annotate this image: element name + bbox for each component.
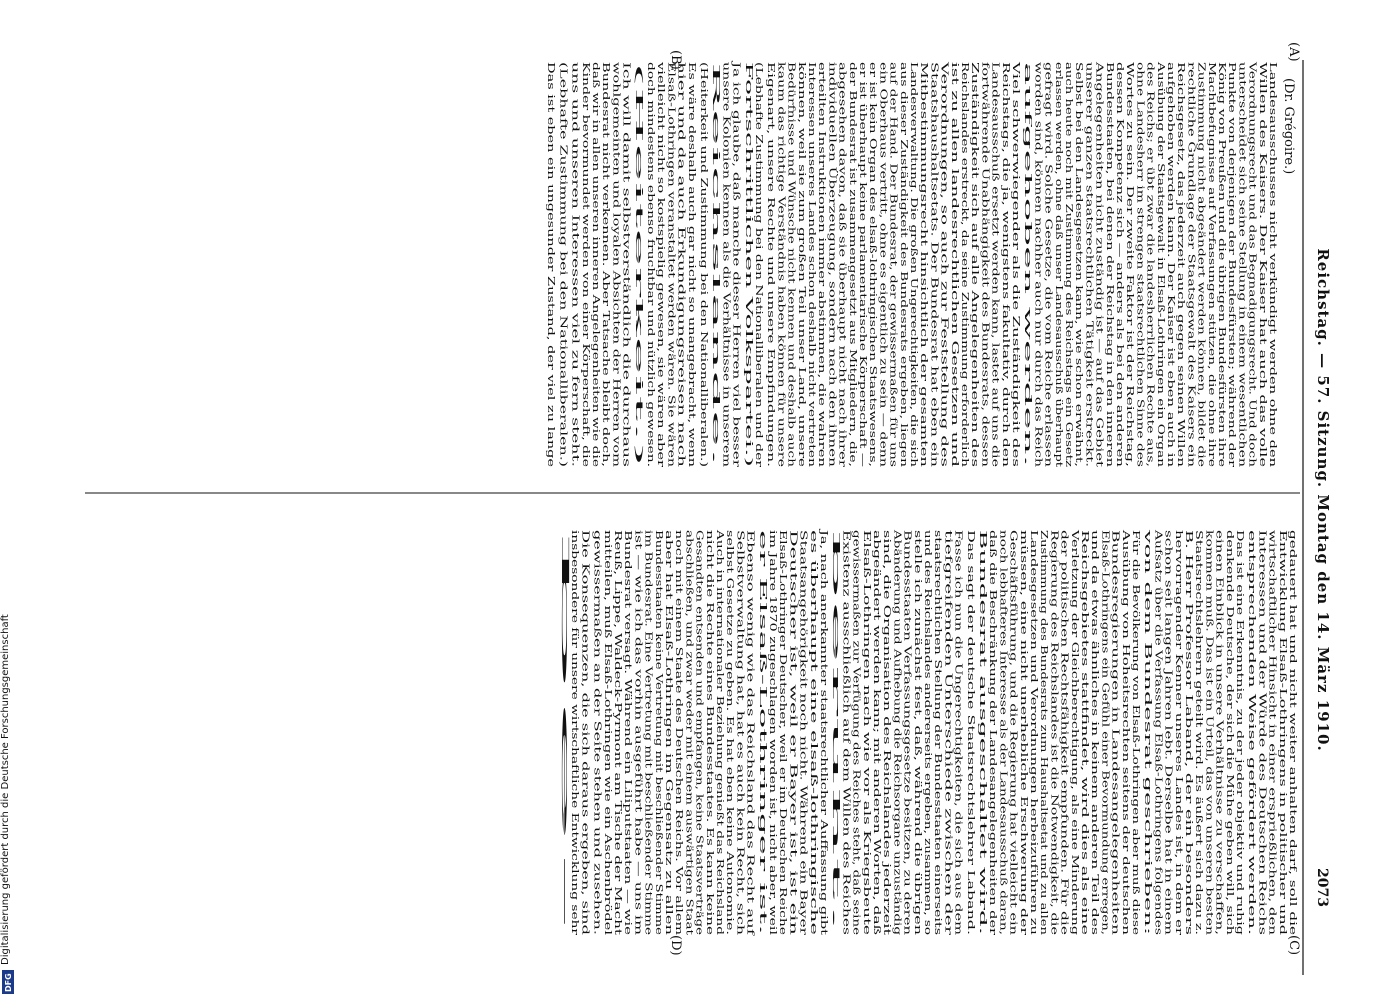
right-column-line: Gesandten entsenden und empfangen, keine Staatsverträge — [693, 530, 705, 816]
right-column-line: im Bundesrat. Eine Vertretung mit beschließender Stimme — [642, 530, 654, 811]
right-column-line: Abänderung und Aufhebung die Reichsorgane unzuständig — [891, 530, 903, 812]
left-column-line: fortwährende Unabhängigkeit des Bundesrats, dessen — [979, 62, 991, 321]
right-column-line: Selbstverwaltung hat, hat es auch kein Recht, sich — [734, 530, 746, 772]
right-column-line: Ausübung von Hoheitsrechten seitens der deutschen — [1119, 530, 1131, 782]
left-column-line: Mitbestimmungsrecht hinsichtlich der gesamten — [918, 62, 930, 294]
left-column-line: Eigenart, unsere Rechte und unsere Empfindungen. — [765, 62, 777, 311]
right-column-line: Für die Bevölkerung von Elsaß-Lothringen aber muß diese — [1130, 530, 1141, 810]
right-column-line: sind, die Organisation des Reichslandes jederzeit — [881, 530, 893, 765]
right-column-line: noch mit einem Staate des Deutschen Reichs. Vor allem — [673, 530, 685, 796]
left-column-line: Punkte von derjenigen der Bundesfürsten; während der — [1226, 62, 1238, 328]
left-column-line: Reichstags, die ja, wenigstens fakultativ, durch den — [999, 62, 1011, 307]
margin-mark-d: (D) — [668, 935, 683, 956]
left-column-line: Interessen unseres Landes schon deshalb nicht vertreten — [806, 62, 817, 336]
left-column-line: Machtbefugnisse auf Verfassungen stützen, die ohne ihre — [1205, 62, 1217, 336]
right-column-line: gewissermaßen zur Verfügung des Reiches steht, daß seine — [850, 530, 862, 814]
left-column-line: (Lebhafte Zustimmung bei den Nationalliberalen und der — [753, 62, 764, 335]
left-column-line: wohlgemeinten und loyalen Absichten der Herren vom — [610, 62, 622, 323]
left-column-line: Das ist eben ein ungesunder Zustand, der viel zu lange — [545, 62, 557, 325]
left-column-line: Ausübung der Staatsgewalt in Elsaß-Lothringen ein Organ — [1154, 62, 1166, 342]
left-column-line: gefragt wird. Solche Gesetze, die vom Reiche erlassen — [1042, 62, 1054, 322]
left-column-line: unserer ganzen staatsrechtlichen Tätigkeit erstreckt. — [1083, 62, 1095, 316]
left-column-line: er ist überhaupt keine parlamentarische Körperschaft — — [857, 62, 868, 332]
left-column-line: Selbst bei den Landesgesetzen kann, wie schon erwähnt, — [1073, 62, 1085, 335]
margin-mark-b: (B) — [668, 50, 683, 70]
right-column-line: hervorragender Kenner unseres Landes ist, in dem er — [1172, 530, 1184, 786]
left-column-line: (Lebhafte Zustimmung bei den Nationalliberalen.) — [557, 62, 569, 302]
left-column-line: ist zu allen landesrechtlichen Gesetzen und — [948, 62, 960, 270]
left-column-line: Es wäre deshalb auch gar nicht so unangebracht, wenn — [685, 62, 697, 327]
left-column-line: Wortes zu sein. Der zweite Faktor ist der Reichstag, — [1124, 62, 1136, 310]
left-column-line: der Bundesrat ist zusammengesetzt aus Mitgliedern, die, — [846, 62, 858, 335]
right-column-line: Bundesregierungen in Landesangelegenheiten — [1109, 530, 1121, 753]
digitization-credit: Digitalisierung gefördert durch die Deutsche Forschungsgemeinschaft — [0, 614, 11, 965]
left-column-line: doch mindestens ebenso fruchtbar und nützlich gewesen. — [645, 62, 656, 337]
left-column-line: auch heute noch mit Zustimmung des Reichstags ein Gesetz — [1063, 62, 1074, 350]
page-header-title: Reichstag. — 57. Sitzung. Montag den 14. März 1910. — [1314, 248, 1332, 752]
right-column-line: abschließen, und zwar weder mit einem auswärtigen Staat — [683, 530, 695, 811]
left-column-line: Bundesstaaten, bei denen der Reichstag in den inneren — [1103, 62, 1115, 327]
margin-mark-a: (A) — [1286, 42, 1301, 62]
left-column-line: unterscheidet sich seine Stellung in einem wesentlichen — [1236, 62, 1248, 331]
left-column-line: unsere Kolonien kennen als die Verhältnisse in unserem — [720, 62, 732, 329]
right-column-line: Landesgesetzen und Verordnungen herbeizuführen zu — [1028, 530, 1039, 789]
left-column-line: Zuständigkeit sich auf alle Angelegenheiten des — [969, 62, 981, 291]
right-column-line: Entwicklung Elsaß-Lothringens in politischer und — [1276, 530, 1288, 767]
right-column-line: insbesondere für unsere wirtschaftliche Entwicklung sehr — [569, 530, 581, 807]
left-column-line: Kinder bevormundet werden von einer Körperschaft, die — [579, 62, 591, 332]
left-column-line: uns und unseren Interessen viel zu fern steht. — [569, 62, 581, 281]
left-column-line: abgesehen davon, daß sie überhaupt nicht nach ihrer — [836, 62, 848, 317]
right-column-line: Interessen und der Würde des Deutschen Reichs — [1256, 530, 1268, 763]
right-column-text — [559, 527, 1298, 937]
right-column-line: nicht die Rechte eines Bundesstaates. Es kann keine — [703, 530, 715, 781]
right-column-line: B. Herr Professor Laband, der ein besonders — [1183, 530, 1194, 744]
right-column-line: es überhaupt eine elsaß-lothringische — [807, 530, 819, 710]
right-column-line: von dem Bundesrat geschrieben: — [1142, 530, 1154, 687]
right-column-line: ist — wie ich das vorhin ausgeführt habe — uns im — [632, 530, 644, 772]
right-column-line: Elsaß-Lothringen nach wie vor als Kriegsbeute — [860, 530, 872, 754]
right-column-line: selbst Gesetze zu geben. Es hat eben keine Autonomie. — [724, 530, 736, 793]
right-column-line: Fasse ich nun die Ungerechtigkeiten, die sich aus dem — [952, 530, 964, 791]
left-column-line: individuellen Überzeugung, sondern nach den ihnen — [826, 62, 838, 312]
speaker-label: (Dr. Grégoire.) — [1281, 78, 1296, 175]
right-column-line: und des Reichslandes andererseits ergeben, zusammen, so — [922, 530, 933, 811]
right-column-line: Bundesrat versagt. Während ein Liliputstaaten — wie — [622, 530, 634, 785]
left-column-line: Verordnungsrecht und das Begnadigungsrecht. Und doch — [1246, 62, 1258, 337]
right-column-line: Aufsatz über die Verfassung Elsaß-Lothringens folgendes — [1152, 530, 1164, 803]
right-column-line: Auch in internationaler Beziehung genießt das Reichsland — [714, 530, 725, 808]
right-column-line: daß die Beschränkung der Landesangelegenheiten der — [987, 530, 999, 792]
right-column-line: Elsaß-Lothringens ein Gefühl einer Bevormundung erregen, — [1099, 530, 1111, 817]
left-column-line: erteilten Instruktionen immer abstimmen, die wahren — [816, 62, 828, 319]
dfg-logo-text: DFG — [4, 973, 13, 992]
right-column-line: be- — [559, 530, 570, 545]
margin-mark-c: (C) — [1286, 935, 1301, 956]
right-column-line: Das sagt der deutsche Staatsrechtslehrer Laband. — [964, 530, 976, 770]
left-column-line: Angelegenheiten nicht zuständig ist — auf das Gebiet — [1093, 62, 1105, 318]
left-column-line: Viel schwerwiegender als die Zuständigkeit des — [1010, 62, 1021, 290]
right-column-line: tiefgreifenden Unterschiede zwischen der — [942, 530, 954, 731]
left-column-line: ein Oberhaus vertritt, ohne es eigentlich zu sein — denn — [877, 62, 889, 331]
left-column-line: Fortschrittlichen Volkspartei.) — [742, 62, 754, 205]
page-number: 2073 — [1314, 868, 1330, 907]
left-column-line: Verordnungen, so auch zur Feststellung des — [938, 62, 950, 272]
left-column-line: aufgehoben werden. — [1022, 62, 1034, 160]
right-column-line: mitteilen, muß Elsaß-Lothringen wie ein Aschenbrödel — [601, 530, 613, 791]
right-column-line: Deutscher ist, weil er Bayer ist, ist ein — [787, 530, 799, 713]
left-column-line: Ich will damit selbstverständlich die durchaus — [620, 62, 632, 282]
right-column-line: müssen, eine nicht unerhebliche Erschwerung der — [1017, 530, 1029, 771]
left-column-line: Landesausschuß ersetzt werden kann, lastet auf uns die — [989, 62, 1001, 330]
right-column-line: Existenz ausschließlich auf dem Willen des Reiches — [840, 530, 852, 775]
left-column-line: Bundesrat nicht verkennen. Aber Tatsache bleibt doch, — [600, 62, 612, 325]
left-column-line: aus dieser Zuständigkeit des Bundesrats ergeben, liegen — [897, 62, 909, 334]
right-column-line: aber hat Elsaß-Lothringen im Gegensatz zu allen — [663, 530, 674, 764]
left-column-line: er ist kein Organ des elsaß-lothringischen Staatswesens, — [867, 62, 879, 333]
right-column-line: Ja, nach anerkannter staatsrechtlicher Auffassung gibt — [818, 530, 829, 792]
left-column-line: ohne Landesherr im strengen staatsrechtlichen Sinne des — [1134, 62, 1146, 338]
left-column-text — [545, 60, 1278, 468]
right-column-line: denkende Deutsche, der sich die Mühe geben will, sich — [1223, 530, 1235, 793]
right-column-line: Die Konsequenzen, die sich daraus ergeben, sind — [579, 530, 591, 765]
right-column-line: gedauert hat und nicht weiter anhalten darf, soll die — [1287, 530, 1298, 780]
left-column-line: Zustimmung nicht abgeändert werden können, bildet die — [1195, 62, 1207, 334]
left-column-line: Landesverwaltung. Die großen Ungerechtigkeiten, die sich — [908, 62, 919, 344]
right-column-line: er Elsaß-Lothringer ist. — [756, 530, 768, 642]
right-column-line: Bundesrat ausgeschaltet wird. — [977, 530, 988, 676]
left-column-line: daß wir in allen unseren inneren Angelegenheiten wie die — [590, 62, 601, 339]
right-column-line: einen Einblick in unsere Verhältnisse zu verschaffen, — [1213, 530, 1225, 783]
left-column-line: können, weil sie zum großen Teil unser Land, unsere — [795, 62, 807, 314]
right-column-line: gewissermaßen an der Seite stehen und zusehen. — [591, 530, 603, 767]
left-column-line: Elsaß-Lothringen veranstaltet werden wären. Sie wären — [665, 62, 677, 330]
left-column-line: kaum das richtige Verständnis haben können für unsere — [775, 62, 787, 330]
left-column-line: Willen des Kaisers. Der Kaiser hat auch das volle — [1256, 62, 1268, 296]
left-column-line: worden sind, können nachher auch nur durch das Reich — [1032, 62, 1044, 329]
right-column-line: stelle ich zunächst fest, daß, während die übrigen — [911, 530, 923, 769]
right-column-line: staatsrechtlichen Stellung der Bundesstaaten einerseits — [932, 530, 944, 798]
right-column-line: Bundesstaaten Verfassungsgesetze besitzen, zu deren — [901, 530, 913, 788]
right-column-line: abgeändert werden kann; mit anderen Worten, daß — [871, 530, 882, 775]
right-column-line: beruht. — [830, 530, 842, 565]
left-column-line: erlassen werden, ohne daß unser Landesausschuß überhaupt — [1052, 62, 1064, 355]
left-column-line: Staatshaushaltsetats. Der Bundesrat hat eben ein — [928, 62, 940, 299]
right-column-line: Das ist eine Erkenntnis, zu der jeder objektiv und ruhig — [1234, 530, 1245, 795]
right-column-line: Ebenso wenig wie das Reichsland das Recht auf — [744, 530, 756, 759]
left-column-line: hier und da auch Erkundigungsreisen nach — [675, 62, 687, 268]
right-column-line: im Jahre 1870 zugeschlagen worden ist, nicht aber, weil — [767, 530, 778, 798]
left-column-line: Reichslande. — [710, 62, 722, 123]
right-column-line: schon seit langen Jahren lebt. Derselbe hat in einem — [1162, 530, 1174, 780]
left-column-line: (Heiterkeit und Zustimmung bei den Nationalliberalen.) — [698, 62, 709, 329]
right-column-line: Elsaß-Lothringer Deutscher, weil er im Deutschen Reiche — [777, 530, 789, 805]
left-column-line: vielleicht nicht so kostspielig gewesen, sie wären aber — [655, 62, 667, 322]
right-column-line: Bundesstaaten keine Vertretung mit beschließender Stimme — [652, 530, 664, 818]
right-column-line: entsprechenden Weise gefördert werden. — [1246, 530, 1258, 727]
right-column-line: Zustimmung des Bundesrats zum Haushaltsetat und zu allen — [1038, 530, 1050, 820]
left-column-line: Ja ich glaube, daß manche dieser Herren viel besser — [730, 62, 742, 312]
right-column-line: der politischen Rechtsfähigkeit empfunden. Für die — [1058, 530, 1070, 776]
left-column-line: König von Preußen und die übrigen Bundesfürsten ihre — [1216, 62, 1227, 326]
left-column-line: des Reichs; er übt zwar die landesherrlichen Rechte aus, — [1144, 62, 1156, 334]
right-column-line: wirtschaftlicher Hinsicht in einer ersprießlichen, den — [1266, 530, 1278, 784]
right-column-line: Reuß, Lippe, Waldeck-Pyrmont am Tische der Macht — [612, 530, 623, 781]
left-column-line: (Heiterkeit.) — [632, 62, 644, 121]
right-column-line: und da etwas ähnliches in keinem anderen Teil des — [1089, 530, 1101, 773]
right-column-line: Reichsgebietes stattfindet, wird dies als eine — [1079, 530, 1090, 744]
left-column-line: Bedürfnisse und Wünsche nicht kennen und deshalb auch — [785, 62, 797, 338]
left-column-line: dessen Kompetenz sich — anders als bei den anderen — [1114, 62, 1125, 318]
right-column-line: Staatsangehörigkeit noch nicht. Während ein Bayer — [797, 530, 809, 777]
left-column-line: auf der Hand. Der Bundesrat, der gewissermaßen für uns — [887, 62, 899, 337]
right-column-line: Verletzung der Gleichberechtigung, als eine Minderung — [1068, 530, 1080, 796]
left-column-line: aufgehoben werden kann. Der Kaiser ist eben auch in — [1165, 62, 1176, 319]
right-column-line: Geschäftsführung, und die Regierung hat vielleicht ein — [1007, 530, 1019, 792]
right-column-line: kommen muß. Das ist ein Urteil, das von unseren besten — [1203, 530, 1215, 801]
left-column-line: Reichslandes erstreckt, da seine Zustimmung erforderlich — [959, 62, 970, 340]
left-column-line: rechtliche Grundlage der Staatsgewalt des Kaisers ein — [1185, 62, 1197, 323]
right-column-line: Regierung des Reichslandes ist die Notwendigkeit, die — [1048, 530, 1060, 791]
left-column-line: Reichsgesetz, das jederzeit auch gegen seinen Willen — [1175, 62, 1187, 317]
right-column-line: Staatsrechtslehrern geteilt wird. Es äußert sich dazu z. — [1193, 530, 1205, 794]
right-column-line: noch lebhafteres Interesse als der Landesausschuß daran, — [997, 530, 1009, 809]
left-column-line: Landesausschusses nicht verkündigt werden ohne den — [1267, 62, 1278, 323]
